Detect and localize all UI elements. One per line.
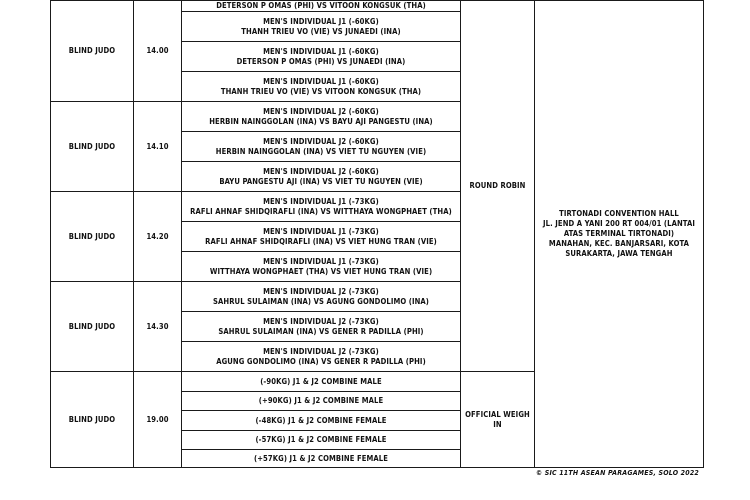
match-cell bbox=[182, 222, 461, 252]
match-event: MEN'S INDIVIDUAL J1 (-60KG) bbox=[263, 46, 379, 56]
match-event: MEN'S INDIVIDUAL J1 (-60KG) bbox=[263, 16, 379, 26]
match-cell bbox=[182, 162, 461, 192]
match-competitors: SAHRUL SULAIMAN (INA) VS AGUNG GONDOLIMO (INA) bbox=[212, 296, 430, 306]
phase-round-robin: ROUND ROBIN bbox=[461, 1, 535, 372]
match-competitors: AGUNG GONDOLIMO (INA) VS GENER R PADILLA (PHI) bbox=[216, 356, 426, 366]
match-competitors: DETERSON P OMAS (PHI) VS JUNAEDI (INA) bbox=[236, 56, 406, 66]
phase-weigh-in: OFFICIAL WEIGH IN bbox=[461, 372, 535, 468]
match-cell bbox=[182, 42, 461, 72]
match-cell bbox=[182, 132, 461, 162]
match-event: MEN'S INDIVIDUAL J2 (-73KG) bbox=[263, 286, 379, 296]
sport-cell: BLIND JUDO bbox=[51, 192, 134, 282]
match-competitors: HERBIN NAINGGOLAN (INA) VS BAYU AJI PANGESTU (INA) bbox=[209, 116, 433, 126]
time-cell: 14.00 bbox=[134, 1, 182, 102]
match-event: MEN'S INDIVIDUAL J1 (-73KG) bbox=[263, 256, 379, 266]
match-cell: (-48KG) J1 & J2 COMBINE FEMALE bbox=[182, 411, 461, 431]
table-row bbox=[51, 1, 704, 12]
match-cell bbox=[182, 102, 461, 132]
match-competitors: WITTHAYA WONGPHAET (THA) VS VIET HUNG TRAN (VIE) bbox=[209, 266, 433, 276]
venue-cell bbox=[535, 1, 704, 468]
match-cell bbox=[182, 1, 461, 12]
match-cell bbox=[182, 342, 461, 372]
match-competitors: HERBIN NAINGGOLAN (INA) VS VIET TU NGUYEN (VIE) bbox=[215, 146, 427, 156]
time-cell: 14.10 bbox=[134, 102, 182, 192]
match-cell bbox=[182, 252, 461, 282]
sport-cell: BLIND JUDO bbox=[51, 102, 134, 192]
match-cell bbox=[182, 72, 461, 102]
match-cell bbox=[182, 192, 461, 222]
match-competitors: DETERSON P OMAS (PHI) VS VITOON KONGSUK (THA) bbox=[216, 1, 426, 10]
match-cell: (-90KG) J1 & J2 COMBINE MALE bbox=[182, 372, 461, 392]
match-cell bbox=[182, 282, 461, 312]
match-competitors: BAYU PANGESTU AJI (INA) VS VIET TU NGUYEN (VIE) bbox=[219, 176, 423, 186]
match-competitors: THANH TRIEU VO (VIE) VS JUNAEDI (INA) bbox=[241, 26, 401, 36]
match-cell: (+90KG) J1 & J2 COMBINE MALE bbox=[182, 392, 461, 411]
match-event: MEN'S INDIVIDUAL J2 (-60KG) bbox=[263, 166, 379, 176]
match-competitors: SAHRUL SULAIMAN (INA) VS GENER R PADILLA (PHI) bbox=[218, 326, 424, 336]
time-cell: 14.20 bbox=[134, 192, 182, 282]
time-cell: 14.30 bbox=[134, 282, 182, 372]
match-competitors: THANH TRIEU VO (VIE) VS VITOON KONGSUK (THA) bbox=[220, 86, 422, 96]
venue-address: JL. JEND A YANI 200 RT 004/01 (LANTAI ATAS TERMINAL TIRTONADI) MANAHAN, KEC. BANJARSARI, KOTA SURAKARTA, JAWA TENGAH bbox=[543, 219, 695, 258]
match-event: MEN'S INDIVIDUAL J1 (-73KG) bbox=[263, 196, 379, 206]
match-competitors: RAFLI AHNAF SHIDQIRAFLI (INA) VS WITTHAYA WONGPHAET (THA) bbox=[190, 206, 452, 216]
copyright-footer: © SIC 11TH ASEAN PARAGAMES, SOLO 2022 bbox=[535, 469, 699, 477]
time-cell: 19.00 bbox=[134, 372, 182, 468]
match-cell bbox=[182, 312, 461, 342]
match-event: MEN'S INDIVIDUAL J1 (-60KG) bbox=[263, 76, 379, 86]
match-cell: (-57KG) J1 & J2 COMBINE FEMALE bbox=[182, 431, 461, 450]
match-event: MEN'S INDIVIDUAL J2 (-60KG) bbox=[263, 106, 379, 116]
match-event: MEN'S INDIVIDUAL J2 (-60KG) bbox=[263, 136, 379, 146]
match-competitors: RAFLI AHNAF SHIDQIRAFLI (INA) VS VIET HUNG TRAN (VIE) bbox=[205, 236, 437, 246]
match-event: MEN'S INDIVIDUAL J2 (-73KG) bbox=[263, 316, 379, 326]
match-cell bbox=[182, 12, 461, 42]
schedule-table bbox=[50, 0, 704, 468]
sport-cell: BLIND JUDO bbox=[51, 372, 134, 468]
sport-cell: BLIND JUDO bbox=[51, 282, 134, 372]
venue-name: TIRTONADI CONVENTION HALL bbox=[559, 209, 679, 218]
match-cell: (+57KG) J1 & J2 COMBINE FEMALE bbox=[182, 450, 461, 468]
sport-cell: BLIND JUDO bbox=[51, 1, 134, 102]
match-event: MEN'S INDIVIDUAL J2 (-73KG) bbox=[263, 346, 379, 356]
match-event: MEN'S INDIVIDUAL J1 (-73KG) bbox=[263, 226, 379, 236]
